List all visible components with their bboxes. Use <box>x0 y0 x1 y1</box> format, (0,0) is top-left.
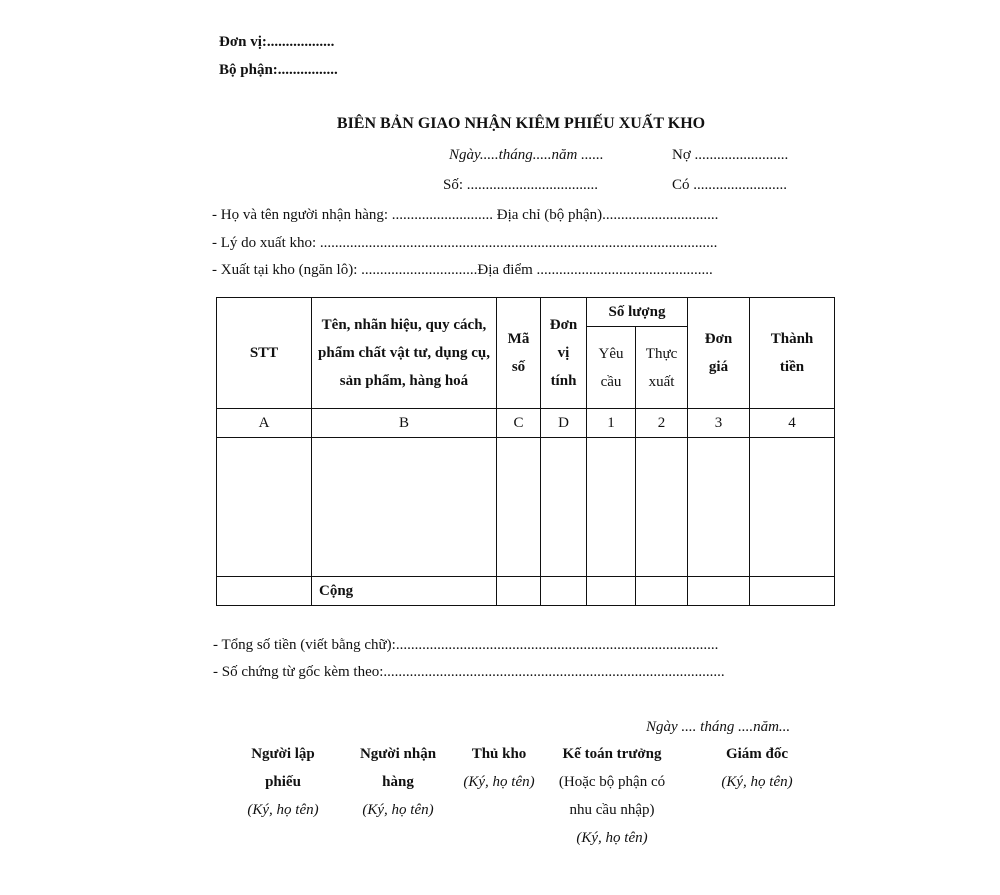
number-line: Số: ................................... <box>443 177 599 193</box>
column-code: 3 <box>688 409 750 438</box>
header-required: Yêu cầu <box>587 327 636 409</box>
empty-cell[interactable] <box>541 577 587 606</box>
document-title: BIÊN BẢN GIAO NHẬN KIÊM PHIẾU XUẤT KHO <box>336 115 706 132</box>
signature-receiver <box>350 740 446 824</box>
signature-sign-note: (Ký, họ tên) <box>463 774 535 790</box>
header-name: Tên, nhãn hiệu, quy cách, phẩm chất vật tư, dụng cụ, sản phẩm, hàng hoá <box>312 298 497 409</box>
header-unit: Đơn vị tính <box>541 298 587 409</box>
date-line: Ngày.....tháng.....năm ...... <box>449 147 604 163</box>
empty-cell[interactable] <box>587 438 636 577</box>
signature-title: Kế toán trưởng <box>562 746 662 762</box>
debit-line: Nợ ......................... <box>672 147 789 163</box>
signature-preparer <box>236 740 330 824</box>
column-code: C <box>497 409 541 438</box>
signature-title: Người lập phiếu <box>251 746 315 790</box>
signature-sign-note: (Ký, họ tên) <box>721 774 793 790</box>
empty-cell[interactable] <box>636 577 688 606</box>
header-code: Mã số <box>497 298 541 409</box>
column-code-row <box>217 409 835 438</box>
sign-date: Ngày .... tháng ....năm... <box>646 719 791 735</box>
header-amount: Thành tiền <box>750 298 835 409</box>
signature-title: Người nhận hàng <box>359 746 437 790</box>
empty-cell[interactable] <box>217 438 312 577</box>
column-code: B <box>312 409 497 438</box>
column-code: A <box>217 409 312 438</box>
empty-cell <box>217 577 312 606</box>
header-actual: Thực xuất <box>636 327 688 409</box>
empty-cell[interactable] <box>688 577 750 606</box>
total-words-field: - Tổng số tiền (viết bằng chữ):...................................................................................... <box>213 637 719 653</box>
empty-cell[interactable] <box>497 438 541 577</box>
empty-cell[interactable] <box>636 438 688 577</box>
credit-line: Có ......................... <box>672 177 788 193</box>
empty-cell[interactable] <box>497 577 541 606</box>
signature-chief-accountant <box>548 740 676 852</box>
column-code: 2 <box>636 409 688 438</box>
empty-cell[interactable] <box>541 438 587 577</box>
warehouse-field: - Xuất tại kho (ngăn lô): ...............................Địa điểm ............................................... <box>212 262 713 278</box>
department-line: Bộ phận:................ <box>219 62 338 78</box>
signature-storekeeper <box>454 740 544 796</box>
total-label: Cộng <box>312 577 497 606</box>
signature-title: Thủ kho <box>471 746 527 762</box>
empty-cell[interactable] <box>688 438 750 577</box>
empty-item-row <box>217 438 835 577</box>
empty-cell[interactable] <box>312 438 497 577</box>
column-code: 4 <box>750 409 835 438</box>
signature-sign-note: (Ký, họ tên) <box>576 830 648 846</box>
reason-field: - Lý do xuất kho: .......................................................................................................... <box>212 235 718 251</box>
signature-title: Giám đốc <box>725 746 789 762</box>
items-table <box>216 297 835 606</box>
signature-sign-note: (Ký, họ tên) <box>247 802 319 818</box>
documents-field: - Số chứng từ gốc kèm theo:........................................................................................... <box>213 664 725 680</box>
receiver-field: - Họ và tên người nhận hàng: ........................... Địa chỉ (bộ phận)............................... <box>212 207 719 223</box>
empty-cell[interactable] <box>587 577 636 606</box>
signature-sign-note: (Ký, họ tên) <box>362 802 434 818</box>
unit-line: Đơn vị:.................. <box>219 34 335 50</box>
header-stt: STT <box>217 298 312 409</box>
signature-director <box>706 740 808 796</box>
total-row <box>217 577 835 606</box>
empty-cell[interactable] <box>750 577 835 606</box>
signature-note: (Hoặc bộ phận có nhu cầu nhập) <box>558 774 666 818</box>
header-quantity: Số lượng <box>587 298 688 327</box>
empty-cell[interactable] <box>750 438 835 577</box>
column-code: D <box>541 409 587 438</box>
header-price: Đơn giá <box>688 298 750 409</box>
column-code: 1 <box>587 409 636 438</box>
